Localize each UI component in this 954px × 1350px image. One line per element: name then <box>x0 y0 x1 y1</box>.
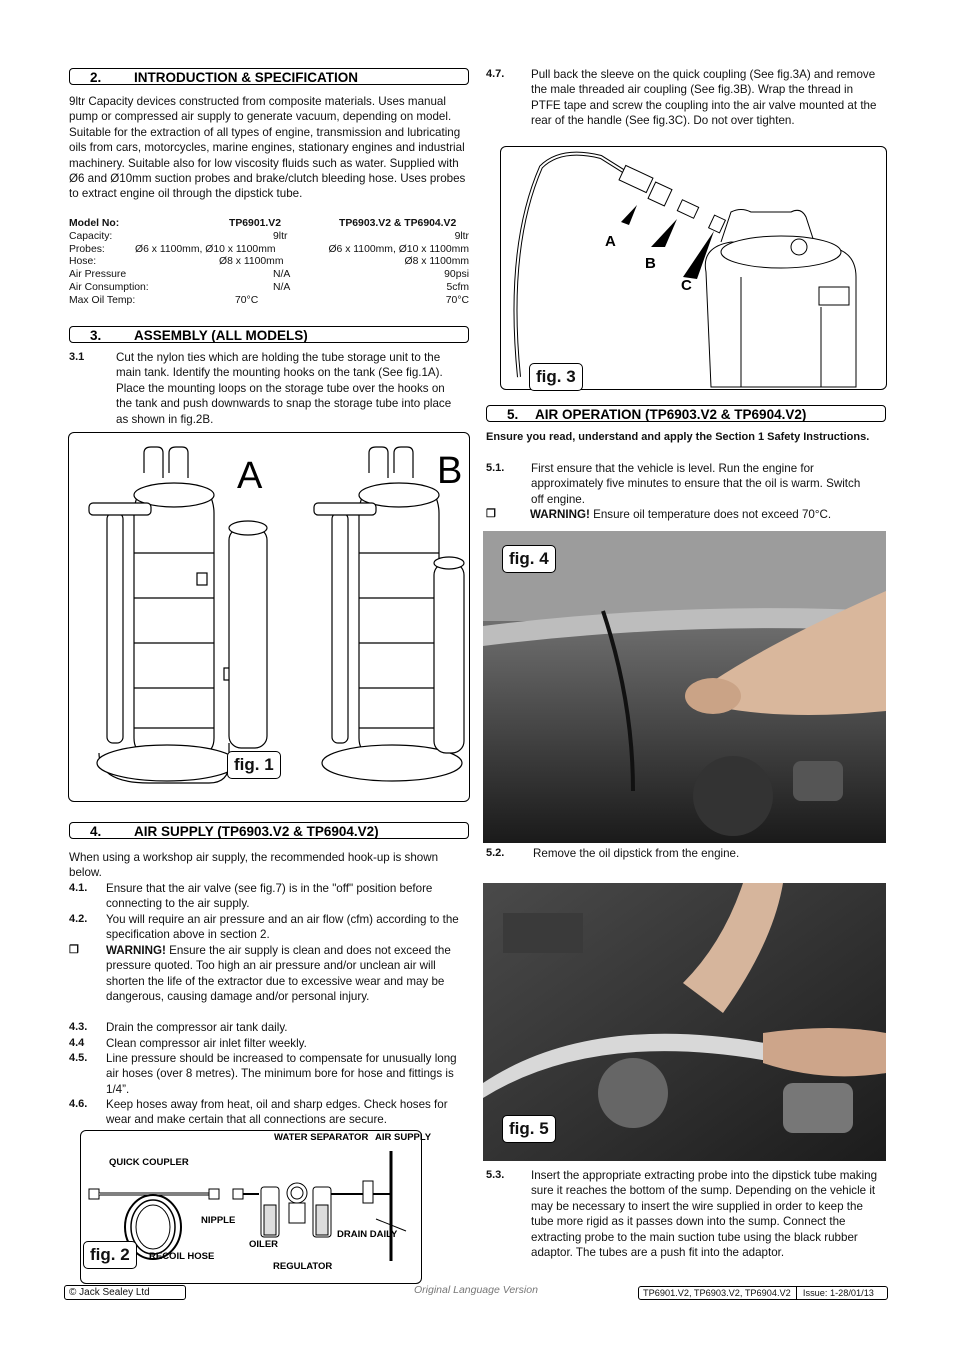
step-4-7 <box>486 67 886 142</box>
section-4-number: 4. <box>90 824 102 839</box>
section-4-intro: When using a workshop air supply, the recommended hook-up is shown below. <box>69 851 439 880</box>
figure-4-engine-image <box>483 531 886 843</box>
figure-1-illustration <box>69 433 469 801</box>
label-regulator: REGULATOR <box>273 1261 333 1272</box>
spec-label: Capacity: <box>69 230 113 242</box>
label-nipple: NIPPLE <box>201 1215 236 1226</box>
step-text: Pull back the sleeve on the quick coupling (See fig.3A) and remove the male threaded air coupling (See fig.3B). Wrap the thread in PTFE tape and screw the coupling into the air valve mounted at the rear of the handle (See fig.3C). Do not over tighten. <box>531 68 877 128</box>
figure-3 <box>500 146 887 390</box>
step-text: Ensure that the air valve (see fig.7) is in the "off" position before connecting to the air supply. <box>106 882 433 911</box>
section-5-lead: Ensure you read, understand and apply the Section 1 Safety Instructions. <box>486 431 870 443</box>
step-4-3 <box>69 1020 469 1036</box>
spec-value-a: N/A <box>273 269 291 281</box>
spec-value-a: Ø6 x 1100mm, Ø10 x 1100mm <box>135 243 276 255</box>
spec-row <box>69 244 469 257</box>
spec-value-b: 70°C <box>445 294 469 306</box>
label-drain-daily: DRAIN DAILY <box>337 1229 398 1240</box>
spec-label: Air Consumption: <box>69 281 149 293</box>
section-2-header <box>69 68 469 85</box>
step-text: You will require an air pressure and an air flow (cfm) according to the specification above in section 2. <box>106 913 459 942</box>
spec-label: Hose: <box>69 256 97 268</box>
footer-models <box>638 1286 888 1300</box>
warning-air-supply <box>69 943 469 1020</box>
figure-1 <box>68 432 470 802</box>
footer-divider <box>796 1287 797 1299</box>
spec-row <box>69 295 469 308</box>
section-5-number: 5. <box>507 407 519 422</box>
spec-row-model <box>69 218 469 231</box>
section-3-header <box>69 326 469 343</box>
spec-value-a: TP6901.V2 <box>229 218 281 229</box>
fig-5-label: fig. 5 <box>502 1115 556 1143</box>
warning-label: WARNING! <box>106 944 166 957</box>
spec-value-b: Ø6 x 1100mm, Ø10 x 1100mm <box>328 243 469 255</box>
step-text: Remove the oil dipstick from the engine. <box>533 847 740 860</box>
label-recoil-hose: RECOIL HOSE <box>149 1251 215 1262</box>
section-5-title: AIR OPERATION (TP6903.V2 & TP6904.V2) <box>535 407 807 422</box>
section-3-number: 3. <box>90 328 102 343</box>
section-4-header <box>69 822 469 839</box>
warning-label: WARNING! <box>530 508 590 521</box>
spec-row <box>69 256 469 269</box>
fig3-letter-c: C <box>681 277 692 294</box>
spec-row <box>69 282 469 295</box>
spec-row <box>69 231 469 244</box>
step-number: 4.2. <box>69 913 88 925</box>
checkbox-icon: ❒ <box>69 944 79 956</box>
spec-value-a: 9ltr <box>273 230 288 242</box>
warning-text <box>530 507 880 522</box>
step-text: Insert the appropriate extracting probe into the dipstick tube making sure it reaches the bottom of the sump. Depending on the vehicle it may be necessary to insert the wire supplied in order to keep the tube more rigid as it passes down into the sump. Connect the extracting probe to the main suction tube using the black rubber adaptor. The tubes are a push fit into the adaptor. <box>531 1169 878 1260</box>
step-number: 4.4 <box>69 1037 85 1049</box>
step-5-3 <box>486 1168 886 1278</box>
label-quick-coupler: QUICK COUPLER <box>109 1157 189 1168</box>
section-2-number: 2. <box>90 70 102 85</box>
step-text: Clean compressor air inlet filter weekly. <box>106 1037 307 1050</box>
step-text: Cut the nylon ties which are holding the tube storage unit to the main tank. Identify the mounting hooks on the tank (See fig.1A). Place the mounting loops on the storage tube over the hooks on the tank and push downwards to snap the storage tube into place as shown in fig.2B. <box>116 351 452 426</box>
spec-value-b: Ø8 x 1100mm <box>404 256 469 268</box>
step-number: 4.7. <box>486 68 505 80</box>
fig-4-label: fig. 4 <box>502 545 556 573</box>
fig3-letter-b: B <box>645 255 656 272</box>
spec-value-a: Ø8 x 1100mm <box>219 256 284 268</box>
step-number: 4.5. <box>69 1052 88 1064</box>
warning-oil-temp <box>486 507 886 523</box>
step-text: First ensure that the vehicle is level. Run the engine for approximately five minutes to ensure that the oil is warm. Switch off engine. <box>531 462 861 506</box>
step-number: 5.2. <box>486 847 505 859</box>
step-number: 4.6. <box>69 1098 88 1110</box>
spec-label: Model No: <box>69 218 120 229</box>
step-5-1 <box>486 461 886 507</box>
figure-3-coupling-illustration <box>501 147 886 389</box>
step-number: 5.3. <box>486 1169 505 1181</box>
spec-label: Air Pressure <box>69 269 127 281</box>
step-4-2 <box>69 912 469 943</box>
label-air-supply: AIR SUPPLY <box>375 1132 432 1143</box>
footer-issue: Issue: 1-28/01/13 <box>802 1288 874 1298</box>
figure-5-photo <box>483 883 886 1161</box>
step-text: Line pressure should be increased to compensate for unusually long air hoses (over 8 metres). The minimum bore for hose and fittings is 1/4”. <box>106 1052 457 1096</box>
step-4-1 <box>69 881 469 912</box>
step-4-6 <box>69 1097 469 1128</box>
step-number: 4.3. <box>69 1021 88 1033</box>
spec-table <box>69 218 469 308</box>
figure-2 <box>80 1130 432 1284</box>
spec-value-a: 70°C <box>235 294 259 306</box>
spec-value-a: N/A <box>273 281 291 293</box>
section-5-header <box>486 405 886 422</box>
fig3-letter-a: A <box>605 233 616 250</box>
step-text: Drain the compressor air tank daily. <box>106 1021 288 1034</box>
section-2-title: INTRODUCTION & SPECIFICATION <box>134 70 358 85</box>
step-4-4 <box>69 1036 469 1052</box>
spec-label: Probes: <box>69 243 105 255</box>
label-oiler: OILER <box>249 1239 279 1250</box>
footer-original-language: Original Language Version <box>414 1284 538 1296</box>
fig1-letter-b: B <box>437 450 463 492</box>
footer-model-list: TP6901.V2, TP6903.V2, TP6904.V2 <box>643 1288 791 1298</box>
label-water-separator: WATER SEPARATOR <box>274 1132 369 1143</box>
spec-row <box>69 269 469 282</box>
spec-value-b: 9ltr <box>454 230 469 242</box>
step-4-5 <box>69 1051 469 1097</box>
spec-value-b: TP6903.V2 & TP6904.V2 <box>339 218 457 229</box>
step-number: 4.1. <box>69 882 88 894</box>
spec-value-b: 5cfm <box>446 281 469 293</box>
figure-4-photo <box>483 531 886 843</box>
fig1-letter-a: A <box>237 455 263 497</box>
step-number: 5.1. <box>486 462 505 474</box>
fig-3-label: fig. 3 <box>529 363 583 391</box>
fig-2-label: fig. 2 <box>83 1241 137 1269</box>
warning-body: Ensure the air supply is clean and does not exceed the pressure quoted. Too high an air pressure and/or unclean air will shorten the life of the extractor due to excessive wear and may be dangerous, causing damage and/or personal injury. <box>106 944 451 1004</box>
footer-copyright: © Jack Sealey Ltd <box>64 1285 186 1300</box>
section-4-title: AIR SUPPLY (TP6903.V2 & TP6904.V2) <box>134 824 379 839</box>
checkbox-icon: ❒ <box>486 508 496 520</box>
section-3-title: ASSEMBLY (ALL MODELS) <box>134 328 308 343</box>
warning-text <box>106 943 466 1005</box>
fig-1-label: fig. 1 <box>227 751 281 779</box>
step-3-1 <box>69 350 469 430</box>
step-5-2 <box>486 846 886 862</box>
warning-body: Ensure oil temperature does not exceed 70°C. <box>589 508 832 521</box>
spec-value-b: 90psi <box>444 269 469 281</box>
section-2-intro: 9ltr Capacity devices constructed from composite materials. Uses manual pump or compressed air supply to generate vacuum, depending on model. Suitable for the extraction of all types of engine, transmission and lubricating oils from cars, motorcycles, marine engines, stationary engines and industrial machinery. Suitable also for low viscosity fluids such as water. Supplied with Ø6 and Ø10mm suction probes and brake/clutch bleeding hose. Uses probes to extract engine oil through the dipstick tube. <box>69 95 466 201</box>
spec-label: Max Oil Temp: <box>69 294 136 306</box>
step-number: 3.1 <box>69 351 85 363</box>
step-text: Keep hoses away from heat, oil and sharp edges. Check hoses for wear and make certain that all connections are secure. <box>106 1098 448 1127</box>
